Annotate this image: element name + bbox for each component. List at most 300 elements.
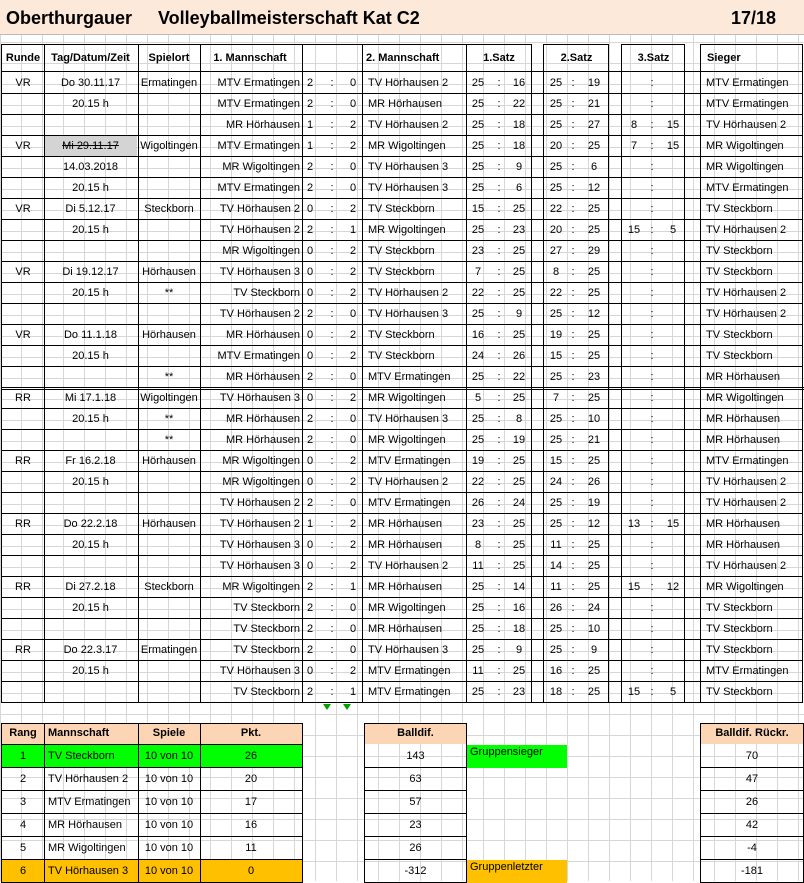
standings-spiele: 10 von 10: [144, 750, 194, 762]
cell-datum: Do 22.2.18: [63, 518, 118, 530]
cell-s1-sep: :: [497, 497, 501, 509]
cell-sep: :: [330, 539, 334, 551]
cell-s3-sep: :: [650, 392, 654, 404]
cell-runde: [2, 556, 44, 577]
cell-s1a: 25: [471, 434, 485, 446]
cell-s3a: [623, 325, 645, 346]
cell-datum: [44, 682, 137, 703]
cell-sep: :: [330, 392, 334, 404]
cell-s3b: [662, 304, 684, 325]
cell-g1: 2: [306, 98, 314, 110]
cell-s3a: [623, 262, 645, 283]
cell-datum: Fr 16.2.18: [65, 455, 116, 467]
cell-s2-sep: :: [571, 77, 575, 89]
cell-s2-sep: :: [571, 287, 575, 299]
cell-runde: [2, 283, 44, 304]
cell-s1b: 24: [512, 497, 526, 509]
cell-datum: 20.15 h: [72, 98, 109, 110]
cell-s3b: 15: [666, 119, 680, 131]
cell-t1: MTV Ermatingen: [217, 77, 300, 89]
cell-ort: [138, 241, 200, 262]
cell-runde: [2, 220, 44, 241]
cell-s3-sep: :: [650, 455, 654, 467]
cell-sieger: MTV Ermatingen: [706, 665, 789, 677]
cell-s2-sep: :: [571, 581, 575, 593]
cell-s2b: 25: [587, 287, 601, 299]
cell-s3-sep: :: [650, 665, 654, 677]
cell-s1b: 19: [512, 434, 526, 446]
cell-ort: [138, 346, 200, 367]
cell-s1b: 16: [512, 602, 526, 614]
cell-sieger: TV Steckborn: [706, 602, 773, 614]
cell-s1a: 25: [471, 644, 485, 656]
cell-s1b: 25: [512, 539, 526, 551]
cell-s3a: [623, 535, 645, 556]
cell-s3b: [662, 640, 684, 661]
column-header-sieger: Sieger: [707, 52, 741, 64]
cell-s3a: 15: [627, 581, 641, 593]
cell-s1a: 5: [474, 392, 482, 404]
cell-s2b: 26: [587, 476, 601, 488]
cell-sieger: TV Steckborn: [706, 644, 773, 656]
cell-s3b: 5: [669, 686, 677, 698]
cell-t1: MR Wigoltingen: [222, 581, 300, 593]
cell-s1-sep: :: [497, 98, 501, 110]
cell-s1-sep: :: [497, 623, 501, 635]
cell-g1: 2: [306, 686, 314, 698]
cell-s2a: 22: [549, 287, 563, 299]
cell-s3a: 15: [627, 686, 641, 698]
cell-datum: 20.15 h: [72, 476, 109, 488]
cell-g2: 2: [349, 329, 357, 341]
cell-s2-sep: :: [571, 623, 575, 635]
cell-s2a: 25: [549, 308, 563, 320]
cell-s1-sep: :: [497, 329, 501, 341]
cell-s1-sep: :: [497, 518, 501, 530]
cell-s2a: 19: [549, 329, 563, 341]
cell-s1a: 25: [471, 119, 485, 131]
column-header-satz3: 3.Satz: [637, 52, 670, 64]
cell-s3a: [623, 388, 645, 409]
cell-s3-sep: :: [650, 161, 654, 173]
cell-g2: 0: [349, 182, 357, 194]
cell-s1-sep: :: [497, 371, 501, 383]
standings-header-line: [1, 744, 303, 745]
cell-g1: 2: [306, 77, 314, 89]
cell-g2: 2: [349, 266, 357, 278]
standings-balldif: 143: [406, 750, 425, 762]
cell-s3-sep: :: [650, 77, 654, 89]
cell-s3b: [662, 178, 684, 199]
standings-team: TV Hörhausen 2: [48, 773, 129, 785]
cell-s2-sep: :: [571, 665, 575, 677]
cell-sieger: MR Wigoltingen: [706, 161, 784, 173]
cell-runde: [2, 682, 44, 703]
cell-sieger: TV Steckborn: [706, 686, 773, 698]
cell-s2a: 24: [549, 476, 563, 488]
cell-sieger: TV Steckborn: [706, 203, 773, 215]
league-title: Volleyballmeisterschaft Kat C2: [158, 8, 420, 28]
cell-s3a: [623, 472, 645, 493]
cell-s3b: 15: [666, 140, 680, 152]
cell-g2: 0: [349, 644, 357, 656]
cell-g1: 0: [306, 665, 314, 677]
standings-team: TV Hörhausen 3: [48, 865, 129, 877]
cell-sep: :: [330, 161, 334, 173]
cell-sep: :: [330, 98, 334, 110]
standings-pkt: 26: [244, 750, 258, 762]
cell-ort: Ermatingen: [140, 644, 198, 656]
cell-t2: TV Steckborn: [368, 245, 435, 257]
cell-ort: [138, 535, 200, 556]
standings-rueckr: 47: [745, 773, 759, 785]
cell-s3-sep: :: [650, 245, 654, 257]
standings-rang: 3: [19, 796, 27, 808]
standings-note: [470, 810, 567, 833]
cell-g2: 0: [349, 98, 357, 110]
cell-s3b: [662, 619, 684, 640]
standings-rang: 2: [19, 773, 27, 785]
cell-s1a: 16: [471, 329, 485, 341]
cell-g2: 2: [349, 560, 357, 572]
cell-t1: MR Wigoltingen: [222, 161, 300, 173]
cell-s3a: [623, 94, 645, 115]
cell-s3b: [662, 283, 684, 304]
cell-g2: 1: [349, 224, 357, 236]
cell-g1: 0: [306, 266, 314, 278]
cell-s2a: 20: [549, 224, 563, 236]
cell-s2a: 26: [549, 602, 563, 614]
cell-datum: [44, 304, 137, 325]
cell-s3a: [623, 241, 645, 262]
cell-s3a: [623, 598, 645, 619]
cell-s3-sep: :: [650, 224, 654, 236]
cell-s2-sep: :: [571, 539, 575, 551]
cell-sep: :: [330, 182, 334, 194]
cell-runde: [2, 661, 44, 682]
cell-s2b: 25: [587, 329, 601, 341]
cell-ort: Ermatingen: [140, 77, 198, 89]
comment-marker: [343, 704, 351, 710]
standings-balldif: 57: [409, 796, 422, 808]
cell-sep: :: [330, 287, 334, 299]
cell-s3-sep: :: [650, 602, 654, 614]
cell-t2: MR Hörhausen: [368, 518, 442, 530]
cell-s1b: 14: [512, 581, 526, 593]
cell-datum: 20.15 h: [72, 539, 109, 551]
cell-sieger: MR Hörhausen: [706, 539, 780, 551]
column-header-spielort: Spielort: [148, 52, 190, 64]
standings-team: MR Wigoltingen: [48, 842, 126, 854]
cell-t1: TV Hörhausen 3: [219, 266, 300, 278]
cell-s2b: 9: [590, 644, 598, 656]
cell-s2-sep: :: [571, 266, 575, 278]
cell-sieger: TV Hörhausen 2: [706, 287, 787, 299]
cell-s3a: [623, 661, 645, 682]
cell-t1: MR Wigoltingen: [222, 455, 300, 467]
cell-sep: :: [330, 455, 334, 467]
league-region: Oberthurgauer: [6, 8, 133, 28]
standings-rang: 5: [19, 842, 27, 854]
cell-s3a: [623, 283, 645, 304]
cell-s1-sep: :: [497, 560, 501, 572]
cell-s2-sep: :: [571, 413, 575, 425]
cell-sieger: TV Steckborn: [706, 245, 773, 257]
standings-note: [470, 833, 567, 856]
cell-sieger: TV Steckborn: [706, 329, 773, 341]
cell-runde: [2, 304, 44, 325]
cell-s2b: 12: [587, 518, 601, 530]
cell-sieger: TV Hörhausen 2: [706, 224, 787, 236]
cell-g2: 2: [349, 140, 357, 152]
cell-s1b: 6: [515, 182, 523, 194]
cell-g1: 0: [306, 287, 314, 299]
cell-s1-sep: :: [497, 182, 501, 194]
cell-s1a: 25: [471, 98, 485, 110]
cell-s3-sep: :: [650, 98, 654, 110]
standings-rueckr: 70: [745, 750, 759, 762]
cell-sieger: MR Wigoltingen: [706, 581, 784, 593]
cell-ort: [138, 619, 200, 640]
games-header-line: [1, 71, 803, 72]
cell-ort: [138, 598, 200, 619]
cell-s2-sep: :: [571, 350, 575, 362]
cell-s2-sep: :: [571, 245, 575, 257]
cell-s3a: [623, 346, 645, 367]
cell-sieger: MR Hörhausen: [706, 413, 780, 425]
standings-spiele: 10 von 10: [144, 796, 194, 808]
cell-s1-sep: :: [497, 581, 501, 593]
standings-balldif: -312: [404, 865, 427, 877]
standings-team: TV Steckborn: [48, 750, 115, 762]
cell-s2a: 22: [549, 203, 563, 215]
cell-s1-sep: :: [497, 413, 501, 425]
cell-s1a: 25: [471, 308, 485, 320]
cell-sep: :: [330, 224, 334, 236]
cell-s1b: 9: [515, 308, 523, 320]
cell-sieger: TV Steckborn: [706, 266, 773, 278]
cell-datum: Do 30.11.17: [60, 77, 121, 89]
cell-s3a: [623, 199, 645, 220]
standings-rueckr: 42: [745, 819, 759, 831]
cell-s1a: 25: [471, 371, 485, 383]
cell-t2: MR Wigoltingen: [368, 434, 446, 446]
cell-t1: TV Steckborn: [233, 623, 300, 635]
cell-g2: 2: [349, 350, 357, 362]
cell-runde: VR: [15, 266, 31, 278]
cell-s1b: 25: [512, 392, 526, 404]
cell-runde: [2, 430, 44, 451]
cell-s1-sep: :: [497, 287, 501, 299]
cell-sep: :: [330, 266, 334, 278]
standings-header-rang: Rang: [9, 727, 37, 739]
cell-s3b: [662, 598, 684, 619]
comment-marker: [323, 704, 331, 710]
cell-s2-sep: :: [571, 434, 575, 446]
cell-s1b: 25: [512, 245, 526, 257]
cell-t2: TV Hörhausen 2: [368, 287, 449, 299]
cell-s3-sep: :: [650, 518, 654, 530]
cell-s1-sep: :: [497, 434, 501, 446]
cell-s1b: 22: [512, 371, 526, 383]
cell-t1: TV Steckborn: [233, 287, 300, 299]
cell-s3b: [662, 325, 684, 346]
standings-team: MTV Ermatingen: [48, 796, 131, 808]
cell-s1b: 23: [512, 224, 526, 236]
cell-t1: TV Hörhausen 3: [219, 539, 300, 551]
cell-s1b: 18: [512, 623, 526, 635]
cell-s2-sep: :: [571, 98, 575, 110]
cell-ort: [138, 178, 200, 199]
cell-g1: 1: [306, 518, 314, 530]
cell-ort: Wigoltingen: [140, 392, 198, 404]
standings-header-mannschaft: Mannschaft: [48, 727, 110, 739]
cell-runde: [2, 367, 44, 388]
cell-s2b: 12: [587, 308, 601, 320]
cell-runde: [2, 535, 44, 556]
cell-sieger: TV Steckborn: [706, 350, 773, 362]
cell-t1: TV Hörhausen 3: [219, 560, 300, 572]
cell-g2: 2: [349, 455, 357, 467]
cell-g1: 2: [306, 623, 314, 635]
cell-s1a: 24: [471, 350, 485, 362]
standings-pkt: 16: [244, 819, 258, 831]
cell-s2a: 25: [549, 623, 563, 635]
cell-sieger: MR Wigoltingen: [706, 140, 784, 152]
cell-g1: 1: [306, 119, 314, 131]
cell-g2: 0: [349, 497, 357, 509]
cell-s3b: [662, 493, 684, 514]
cell-s2a: 11: [550, 539, 562, 551]
cell-sep: :: [330, 602, 334, 614]
cell-s3a: 8: [630, 119, 638, 131]
cell-s2b: 25: [587, 224, 601, 236]
cell-s3b: 15: [666, 518, 680, 530]
cell-s1b: 18: [512, 140, 526, 152]
standings-header-balldif: Balldif.: [397, 727, 434, 739]
games-col-divider: [362, 44, 363, 703]
cell-s3-sep: :: [650, 434, 654, 446]
cell-s2b: 25: [587, 455, 601, 467]
cell-s3a: [623, 556, 645, 577]
cell-g1: 0: [306, 539, 314, 551]
cell-g2: 0: [349, 602, 357, 614]
cell-ort: Hörhausen: [142, 518, 196, 530]
cell-s3a: [623, 367, 645, 388]
cell-s1-sep: :: [497, 476, 501, 488]
cell-s3-sep: :: [650, 581, 654, 593]
cell-g1: 2: [306, 371, 314, 383]
cell-s2-sep: :: [571, 602, 575, 614]
cell-sieger: MTV Ermatingen: [706, 98, 789, 110]
cell-t2: MR Hörhausen: [368, 623, 442, 635]
cell-datum: 20.15 h: [72, 182, 109, 194]
cell-t1: TV Hörhausen 2: [219, 203, 300, 215]
column-header-satz2: 2.Satz: [560, 52, 593, 64]
cell-s2b: 24: [587, 602, 601, 614]
cell-runde: [2, 157, 44, 178]
cell-s2-sep: :: [571, 560, 575, 572]
cell-sieger: MTV Ermatingen: [706, 77, 789, 89]
cell-runde: [2, 178, 44, 199]
cell-s2-sep: :: [571, 518, 575, 530]
cell-runde: [2, 472, 44, 493]
cell-s1a: 23: [471, 518, 485, 530]
cell-t1: TV Hörhausen 2: [219, 497, 300, 509]
cell-s2b: 25: [587, 581, 601, 593]
cell-s3-sep: :: [650, 287, 654, 299]
cell-s3-sep: :: [650, 497, 654, 509]
cell-t1: MR Hörhausen: [226, 434, 300, 446]
cell-g2: 2: [349, 287, 357, 299]
cell-sep: :: [330, 77, 334, 89]
cell-s1-sep: :: [497, 308, 501, 320]
cell-g1: 2: [306, 434, 314, 446]
standings-spiele: 10 von 10: [144, 842, 194, 854]
cell-t2: MR Hörhausen: [368, 539, 442, 551]
cell-s2a: 25: [549, 98, 563, 110]
games-row-line: [1, 702, 803, 703]
cell-s1-sep: :: [497, 644, 501, 656]
cell-s2b: 6: [590, 161, 598, 173]
cell-s1a: 25: [471, 602, 485, 614]
cell-t1: MR Hörhausen: [226, 371, 300, 383]
cell-runde: RR: [15, 455, 31, 467]
cell-s2b: 10: [587, 413, 601, 425]
standings-border-main: [1, 723, 303, 883]
standings-header-spiele: Spiele: [152, 727, 186, 739]
cell-runde: VR: [15, 77, 31, 89]
cell-sep: :: [330, 413, 334, 425]
cell-g1: 2: [306, 308, 314, 320]
cell-s1a: 22: [471, 476, 485, 488]
cell-s3a: [623, 619, 645, 640]
cell-s1-sep: :: [497, 119, 501, 131]
cell-datum: [44, 241, 137, 262]
standings-rang: 6: [19, 865, 27, 877]
cell-s1b: 25: [512, 455, 526, 467]
cell-s3a: [623, 73, 645, 94]
cell-sieger: MR Wigoltingen: [706, 392, 784, 404]
cell-s3-sep: :: [650, 623, 654, 635]
cell-sieger: MR Hörhausen: [706, 518, 780, 530]
season-label: 17/18: [731, 8, 777, 28]
cell-s1a: 25: [471, 623, 485, 635]
cell-ort: Hörhausen: [142, 266, 196, 278]
cell-t2: MR Hörhausen: [368, 98, 442, 110]
standings-rueckr: -181: [740, 865, 764, 877]
cell-t1: TV Hörhausen 2: [219, 308, 300, 320]
cell-s3b: [662, 346, 684, 367]
cell-g2: 0: [349, 371, 357, 383]
cell-s3b: [662, 661, 684, 682]
cell-datum: 20.15 h: [72, 602, 109, 614]
cell-ort: [138, 304, 200, 325]
cell-sep: :: [330, 686, 334, 698]
standings-pkt: 0: [247, 865, 255, 877]
cell-s1a: 8: [474, 539, 482, 551]
cell-s2-sep: :: [571, 140, 575, 152]
standings-header-pkt: Pkt.: [240, 727, 262, 739]
cell-sieger: TV Hörhausen 2: [706, 497, 787, 509]
cell-s3a: [623, 157, 645, 178]
cell-sieger: MTV Ermatingen: [706, 455, 789, 467]
cell-s3a: [623, 409, 645, 430]
cell-t2: TV Hörhausen 3: [368, 644, 449, 656]
cell-s3-sep: :: [650, 140, 654, 152]
cell-s3b: [662, 430, 684, 451]
cell-s2b: 25: [587, 266, 601, 278]
